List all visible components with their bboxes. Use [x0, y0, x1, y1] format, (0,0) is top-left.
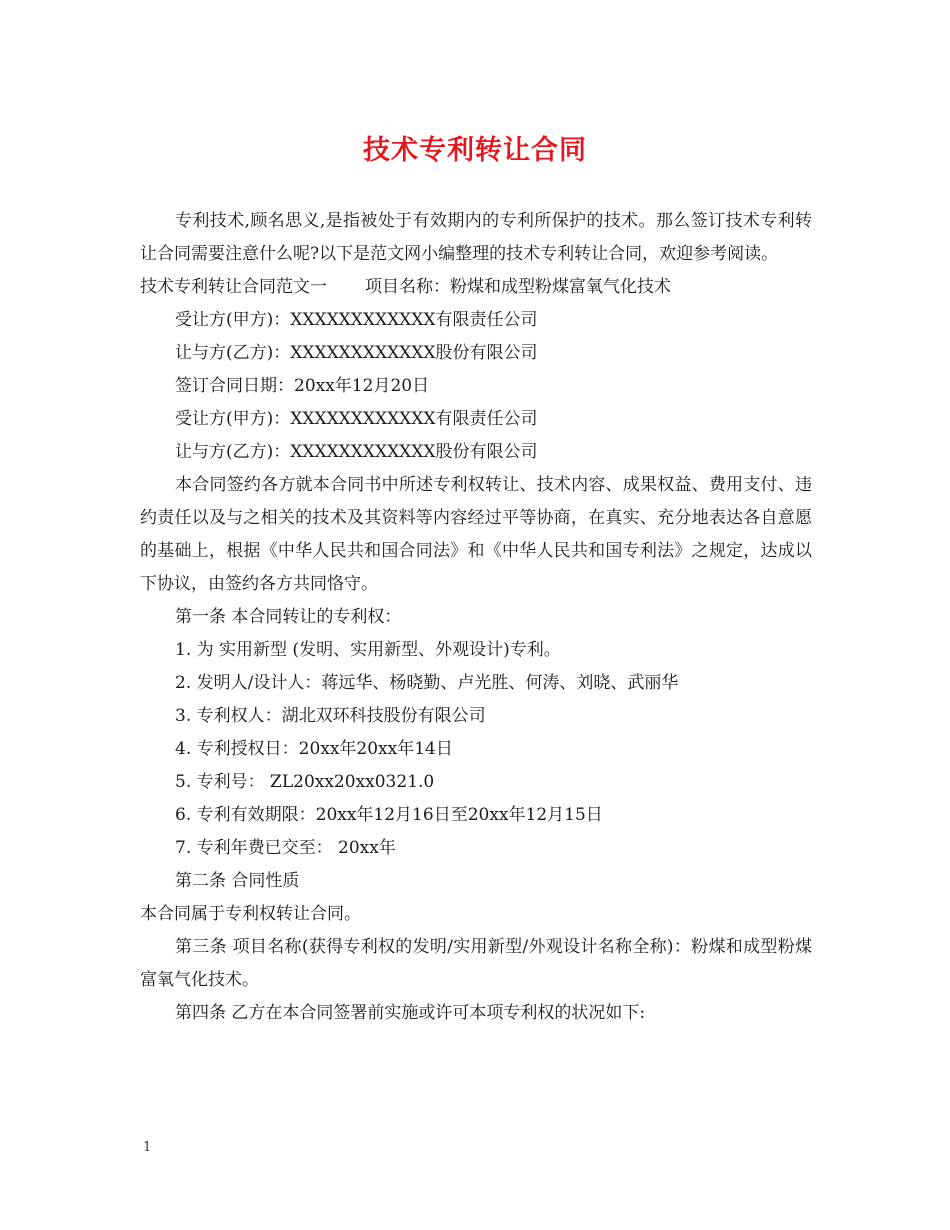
article1-item: 1. 为 实用新型 (发明、实用新型、外观设计)专利。 — [175, 640, 561, 660]
article1-item: 5. 专利号： ZL20xx20xx0321.0 — [175, 772, 435, 792]
article1-item: 4. 专利授权日：20xx年20xx年14日 — [175, 739, 453, 759]
sample-heading: 技术专利转让合同范文一 — [140, 277, 327, 297]
document-body — [140, 205, 812, 1030]
project-name: 项目名称：粉煤和成型粉煤富氧气化技术 — [365, 277, 671, 297]
party-line: 让与方(乙方)：XXXXXXXXXXXX股份有限公司 — [175, 343, 538, 363]
article1-item: 6. 专利有效期限：20xx年12月16日至20xx年12月15日 — [175, 805, 603, 825]
article1-heading: 第一条 本合同转让的专利权： — [175, 607, 402, 627]
page-number: 1 — [143, 1140, 152, 1155]
article1-item: 2. 发明人/设计人：蒋远华、杨晓勤、卢光胜、何涛、刘晓、武丽华 — [175, 673, 679, 693]
preamble-paragraph: 本合同签约各方就本合同书中所述专利权转让、技术内容、成果权益、费用支付、违约责任以及与之相关的技术及其资料等内容经过平等协商，在真实、充分地表达各自意愿的基础上，根据《中华人民共和国合同法》和《中华人民共和国专利法》之规定，达成以下协议，由签约各方共同恪守。 — [140, 475, 812, 594]
article2-text: 本合同属于专利权转让合同。 — [140, 904, 361, 924]
document-title: 技术专利转让合同 — [363, 135, 587, 166]
party-line: 受让方(甲方)：XXXXXXXXXXXX有限责任公司 — [175, 310, 538, 330]
intro-paragraph: 专利技术,顾名思义,是指被处于有效期内的专利所保护的技术。那么签订技术专利转让合同需要注意什么呢?以下是范文网小编整理的技术专利转让合同，欢迎参考阅读。 — [140, 211, 812, 264]
article4-heading: 第四条 乙方在本合同签署前实施或许可本项专利权的状况如下: — [175, 1003, 646, 1023]
article2-heading: 第二条 合同性质 — [175, 871, 300, 891]
party-line: 让与方(乙方)：XXXXXXXXXXXX股份有限公司 — [175, 442, 538, 462]
article1-item: 7. 专利年费已交至： 20xx年 — [175, 838, 396, 858]
sample-heading-line — [140, 271, 812, 304]
signing-date-line: 签订合同日期：20xx年12月20日 — [175, 376, 430, 396]
article1-item: 3. 专利权人：湖北双环科技股份有限公司 — [175, 706, 486, 726]
party-line: 受让方(甲方)：XXXXXXXXXXXX有限责任公司 — [175, 409, 538, 429]
article3-paragraph: 第三条 项目名称(获得专利权的发明/实用新型/外观设计名称全称)：粉煤和成型粉煤富氧气化技术。 — [140, 937, 812, 990]
